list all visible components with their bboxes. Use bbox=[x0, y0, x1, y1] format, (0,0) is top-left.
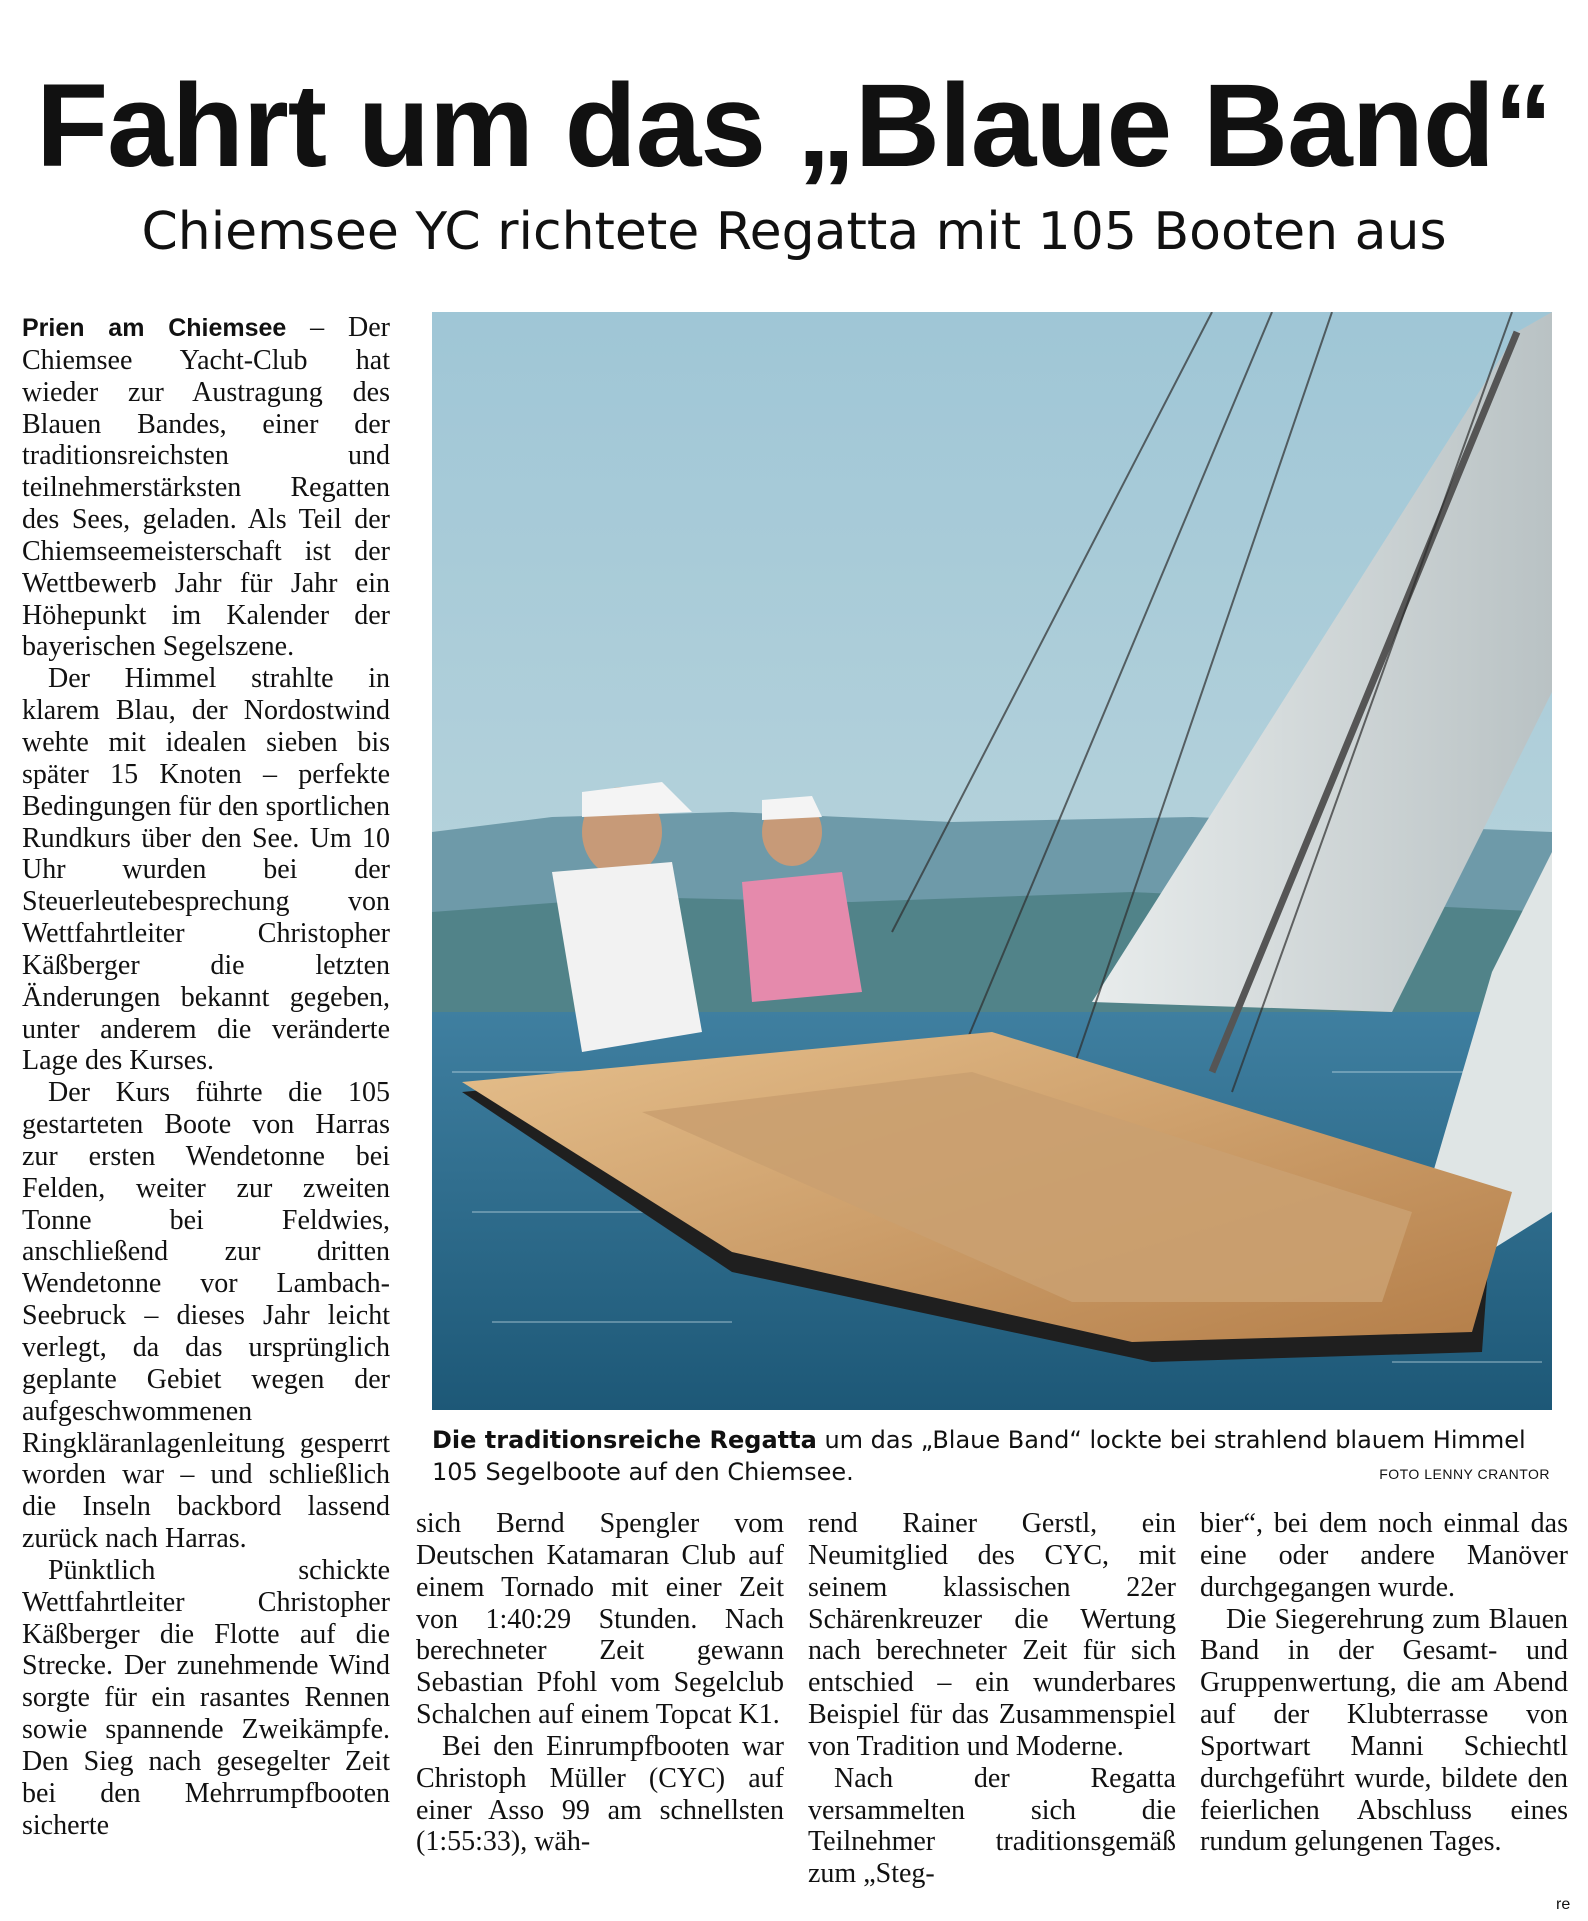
subheadline: Chiemsee YC richtete Regatta mit 105 Booten aus bbox=[141, 202, 1447, 262]
paragraph: Pünktlich schickte Wettfahrtleiter Christopher Käßberger die Flotte auf die Strecke. Der zunehmende Wind sorgte für ein rasantes Rennen sowie spannende Zweikämpfe. Den Sieg nach gesegelter Zeit bei den Mehrrumpfbooten sicherte bbox=[22, 1554, 390, 1841]
sailboat-illustration bbox=[432, 312, 1552, 1410]
author-signature: re bbox=[1556, 1896, 1571, 1913]
caption-text: um das „Blaue Band“ lockte bei strahlend blauem Himmel 105 Segelboote auf den Chiemsee. bbox=[432, 1426, 1526, 1486]
paragraph: Der Himmel strahlte in klarem Blau, der Nordostwind wehte mit idealen sieben bis später 15 Knoten – perfekte Bedingungen für den sportlichen Rundkurs über den See. Um 10 Uhr wurden bei der Steuerleutebesprechung von Wettfahrtleiter Christopher Käßberger die letzten Änderungen bekannt gegeben, unter anderem die veränderte Lage des Kurses. bbox=[22, 663, 390, 1077]
paragraph-intro-text: – Der Chiemsee Yacht-Club hat wieder zur Austragung des Blauen Bandes, einer der traditionsreichsten und teilnehmerstärksten Regatten des Sees, geladen. Als Teil der Chiemseemeisterschaft ist der Wettbewerb Jahr für Jahr ein Höhepunkt im Kalender der bayerischen Segelszene. bbox=[22, 312, 390, 663]
regatta-photo bbox=[432, 312, 1552, 1410]
article-column-4 bbox=[1200, 1508, 1568, 1858]
paragraph: Nach der Regatta versammelten sich die Teilnehmer traditionsgemäß zum „Steg- bbox=[808, 1762, 1176, 1890]
paragraph: Bei den Einrumpfbooten war Christoph Müller (CYC) auf einer Asso 99 am schnellsten (1:55:33), wäh- bbox=[416, 1730, 784, 1858]
article-column-2 bbox=[416, 1508, 784, 1858]
headline: Fahrt um das „Blaue Band“ bbox=[36, 60, 1552, 192]
dateline: Prien am Chiemsee bbox=[22, 314, 287, 342]
paragraph: rend Rainer Gerstl, ein Neumitglied des CYC, mit seinem klassischen 22er Schärenkreuzer die Wertung nach berechneter Zeit für sich entschied – ein wunderbares Beispiel für das Zusammenspiel von Tradition und Moderne. bbox=[808, 1508, 1176, 1762]
article-column-3 bbox=[808, 1508, 1176, 1890]
paragraph: sich Bernd Spengler vom Deutschen Katamaran Club auf einem Tornado mit einer Zeit von 1:40:29 Stunden. Nach berechneter Zeit gewann Sebastian Pfohl vom Segelclub Schalchen auf einem Topcat K1. bbox=[416, 1508, 784, 1731]
paragraph: bier“, bei dem noch einmal das eine oder andere Manöver durchgegangen wurde. bbox=[1200, 1508, 1568, 1603]
article-column-1 bbox=[22, 312, 390, 1842]
paragraph: Die Siegerehrung zum Blauen Band in der Gesamt- und Gruppenwertung, die am Abend auf der Klubterrasse von Sportwart Manni Schiechtl durchgeführt wurde, bildete den feierlichen Abschluss eines rundum gelungenen Tages. bbox=[1200, 1603, 1568, 1858]
photo-credit: FOTO LENNY CRANTOR bbox=[1379, 1466, 1550, 1482]
caption-lead: Die traditionsreiche Regatta bbox=[432, 1426, 817, 1454]
paragraph: Der Kurs führte die 105 gestarteten Boote von Harras zur ersten Wendetonne bei Felden, weiter zur zweiten Tonne bei Feldwies, anschließend zur dritten Wendetonne vor Lambach-Seebruck – dieses Jahr leicht verlegt, da das ursprünglich geplante Gebiet wegen der aufgeschwommenen Ringkläranlagenleitung gesperrt worden war – und schließlich die Inseln backbord lassend zurück nach Harras. bbox=[22, 1077, 390, 1555]
paragraph-intro bbox=[22, 312, 390, 663]
